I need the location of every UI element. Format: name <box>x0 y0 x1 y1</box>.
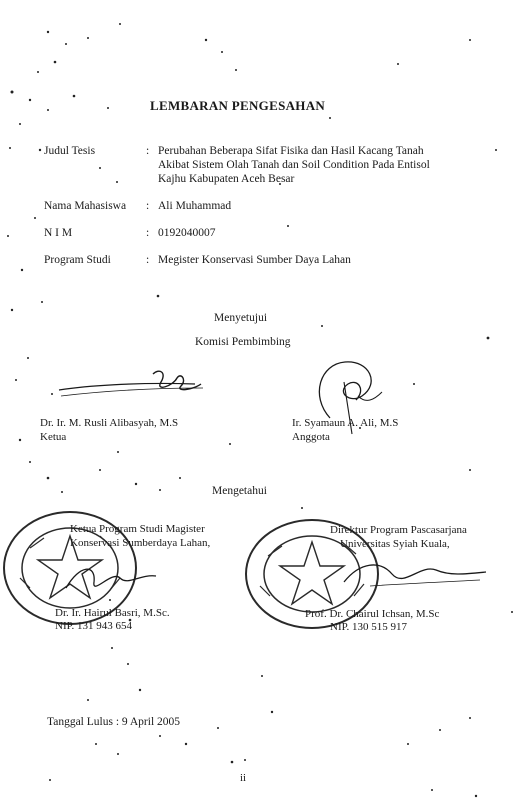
left-signature <box>60 560 170 600</box>
field-label-judul: Judul Tesis <box>44 145 96 157</box>
field-colon: : <box>146 254 150 266</box>
left-nip: NIP. 131 943 654 <box>55 620 133 632</box>
right-name: Prof. Dr. Chairul Ichsan, M.Sc <box>305 608 440 620</box>
field-colon: : <box>146 200 150 212</box>
acknowledged-heading: Mengetahui <box>212 485 267 497</box>
field-value-program: Megister Konservasi Sumber Daya Lahan <box>158 254 351 266</box>
page-title: LEMBARAN PENGESAHAN <box>150 98 326 113</box>
field-value-judul-line1: Perubahan Beberapa Sifat Fisika dan Hasil Kacang Tanah <box>158 145 424 157</box>
chair-role: Ketua <box>40 431 67 443</box>
left-name: Dr. Ir. Hairul Basri, M.Sc. <box>55 607 170 619</box>
field-colon: : <box>146 227 150 239</box>
left-title-line2: Konservasi Sumberdaya Lahan, <box>70 537 211 549</box>
field-value-judul-line2: Akibat Sistem Olah Tanah dan Soil Condition Pada Entisol <box>158 159 430 171</box>
field-value-judul-line3: Kajhu Kabupaten Aceh Besar <box>158 173 295 185</box>
field-label-nim: N I M <box>44 227 73 239</box>
field-value-nim: 0192040007 <box>158 227 216 239</box>
member-role: Anggota <box>292 431 330 443</box>
member-name: Ir. Syamaun A. Ali, M.S <box>292 417 399 429</box>
field-colon: : <box>146 145 150 157</box>
right-signature <box>340 556 490 596</box>
right-title-line2: Universitas Syiah Kuala, <box>340 538 450 550</box>
left-title-line1: Ketua Program Studi Magister <box>70 523 205 535</box>
right-nip: NIP. 130 515 917 <box>330 621 408 633</box>
graduation-date: Tanggal Lulus : 9 April 2005 <box>47 716 181 728</box>
approval-heading: Menyetujui <box>214 312 268 324</box>
page-number: ii <box>240 772 247 784</box>
field-label-program: Program Studi <box>44 254 111 266</box>
field-value-nama: Ali Muhammad <box>158 200 232 212</box>
right-title-line1: Direktur Program Pascasarjana <box>330 524 467 536</box>
chair-signature <box>55 366 205 410</box>
committee-label: Komisi Pembimbing <box>195 336 291 348</box>
field-label-nama: Nama Mahasiswa <box>44 200 127 212</box>
chair-name: Dr. Ir. M. Rusli Alibasyah, M.S <box>40 417 179 429</box>
